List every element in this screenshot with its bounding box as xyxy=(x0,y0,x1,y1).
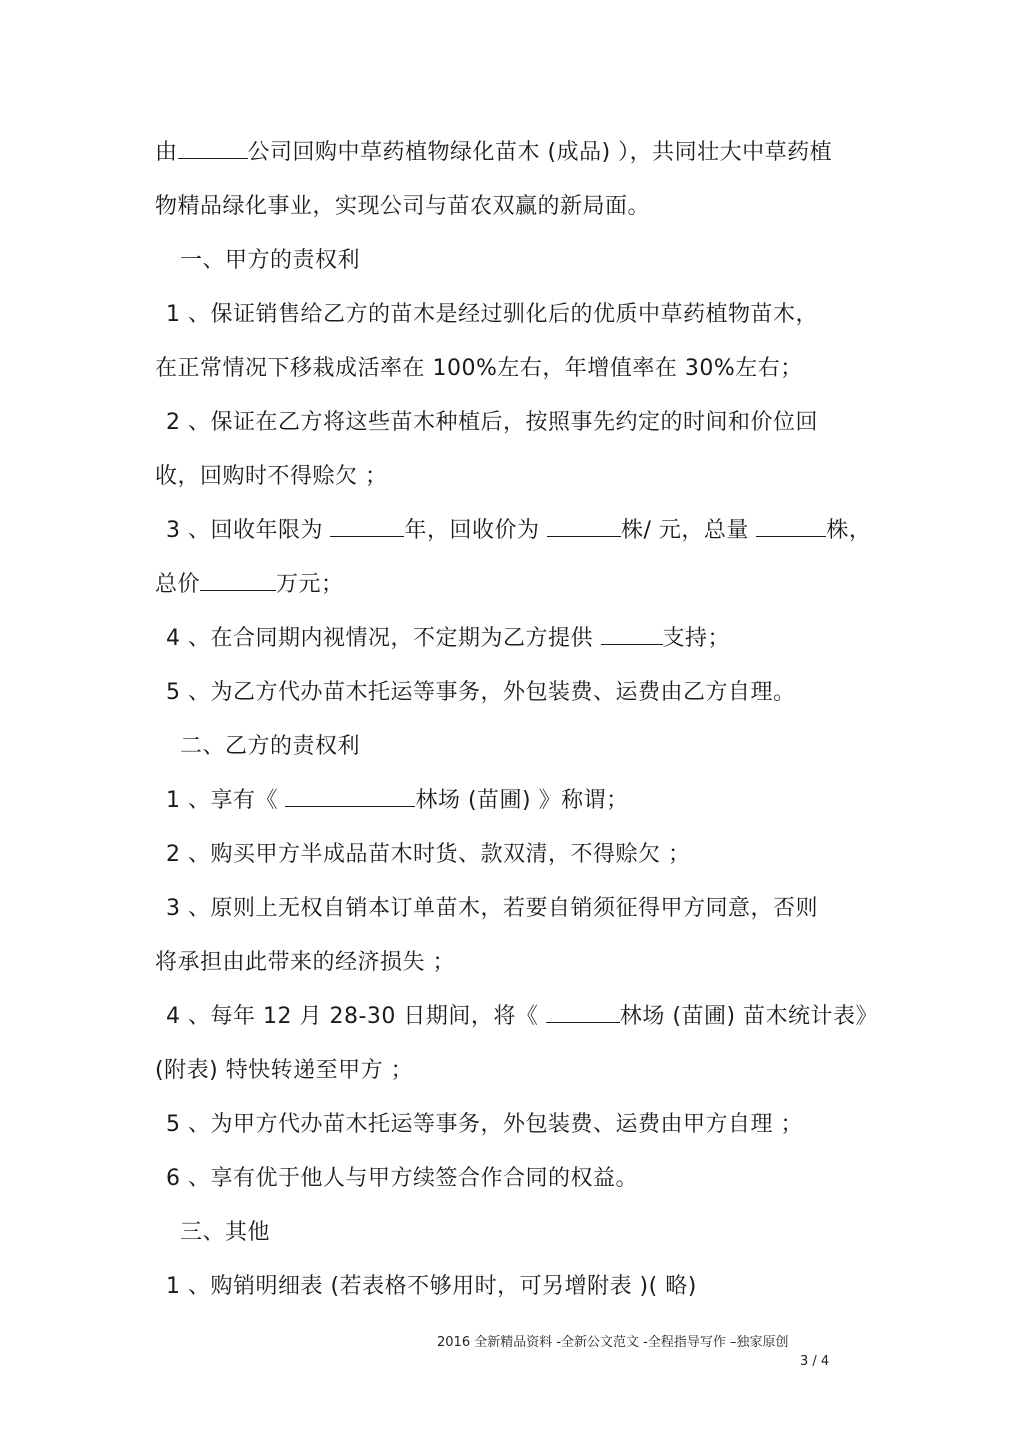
section-heading: 二、乙方的责权利 xyxy=(180,734,361,759)
paragraph-line xyxy=(166,1002,878,1032)
text-segment: 总价 xyxy=(155,572,201,597)
paragraph-line: 2 、购买甲方半成品苗木时货、款双清，不得赊欠 ； xyxy=(166,842,691,867)
paragraph-line: 6 、享有优于他人与甲方续签合作合同的权益。 xyxy=(166,1166,638,1191)
blank-underline xyxy=(756,516,826,537)
section-heading: 三、其他 xyxy=(180,1220,271,1245)
blank-underline xyxy=(178,138,248,159)
paragraph-line: 5 、为乙方代办苗木托运等事务，外包装费、运费由乙方自理。 xyxy=(166,680,796,705)
paragraph-line: 物精品绿化事业，实现公司与苗农双赢的新局面。 xyxy=(155,194,651,219)
text-segment: 4 、在合同期内视情况，不定期为乙方提供 xyxy=(166,626,601,651)
text-segment: 万元； xyxy=(276,572,344,597)
blank-underline xyxy=(546,1002,620,1023)
blank-underline xyxy=(547,516,621,537)
text-segment: 林场 (苗圃) 》称谓； xyxy=(415,788,629,813)
paragraph-line xyxy=(166,516,871,546)
blank-underline xyxy=(285,786,415,807)
text-segment: 林场 (苗圃) 苗木统计表》 xyxy=(619,1004,879,1029)
paragraph-line xyxy=(166,624,730,654)
blank-underline xyxy=(330,516,404,537)
page-footer: 2016 全新精品资料 -全新公文范文 -全程指导写作 –独家原创 xyxy=(437,1335,789,1350)
text-segment: 株/ 元，总量 xyxy=(620,518,757,543)
paragraph-line: 3 、原则上无权自销本订单苗木，若要自销须征得甲方同意，否则 xyxy=(166,896,818,921)
text-segment: 由 xyxy=(155,140,178,165)
paragraph-line: 5 、为甲方代办苗木托运等事务，外包装费、运费由甲方自理 ； xyxy=(166,1112,803,1137)
text-segment: 支持； xyxy=(662,626,731,651)
paragraph-line: 1 、购销明细表 (若表格不够用时，可另增附表 )( 略) xyxy=(166,1274,697,1299)
paragraph-line: 在正常情况下移栽成活率在 100%左右，年增值率在 30%左右； xyxy=(155,356,803,381)
section-heading: 一、甲方的责权利 xyxy=(180,248,361,273)
text-segment: 年，回收价为 xyxy=(404,518,547,543)
text-segment: 株， xyxy=(826,518,872,543)
paragraph-line xyxy=(155,570,344,600)
paragraph-line: 收，回购时不得赊欠 ； xyxy=(155,464,388,489)
page-number: 3 / 4 xyxy=(800,1354,830,1369)
paragraph-line: 将承担由此带来的经济损失 ； xyxy=(155,950,455,975)
paragraph-line xyxy=(166,786,629,816)
blank-underline xyxy=(200,570,276,591)
paragraph-line: 1 、保证销售给乙方的苗木是经过驯化后的优质中草药植物苗木， xyxy=(166,302,818,327)
text-segment: 1 、享有《 xyxy=(166,788,286,813)
text-segment: 4 、每年 12 月 28-30 日期间，将《 xyxy=(166,1004,546,1029)
paragraph-line: (附表) 特快转递至甲方 ； xyxy=(155,1058,414,1083)
text-segment: 3 、回收年限为 xyxy=(166,518,331,543)
text-segment: 公司回购中草药植物绿化苗木 (成品) ），共同壮大中草药植 xyxy=(247,140,833,165)
blank-underline xyxy=(601,624,663,645)
paragraph-line xyxy=(155,138,832,168)
paragraph-line: 2 、保证在乙方将这些苗木种植后，按照事先约定的时间和价位回 xyxy=(166,410,818,435)
